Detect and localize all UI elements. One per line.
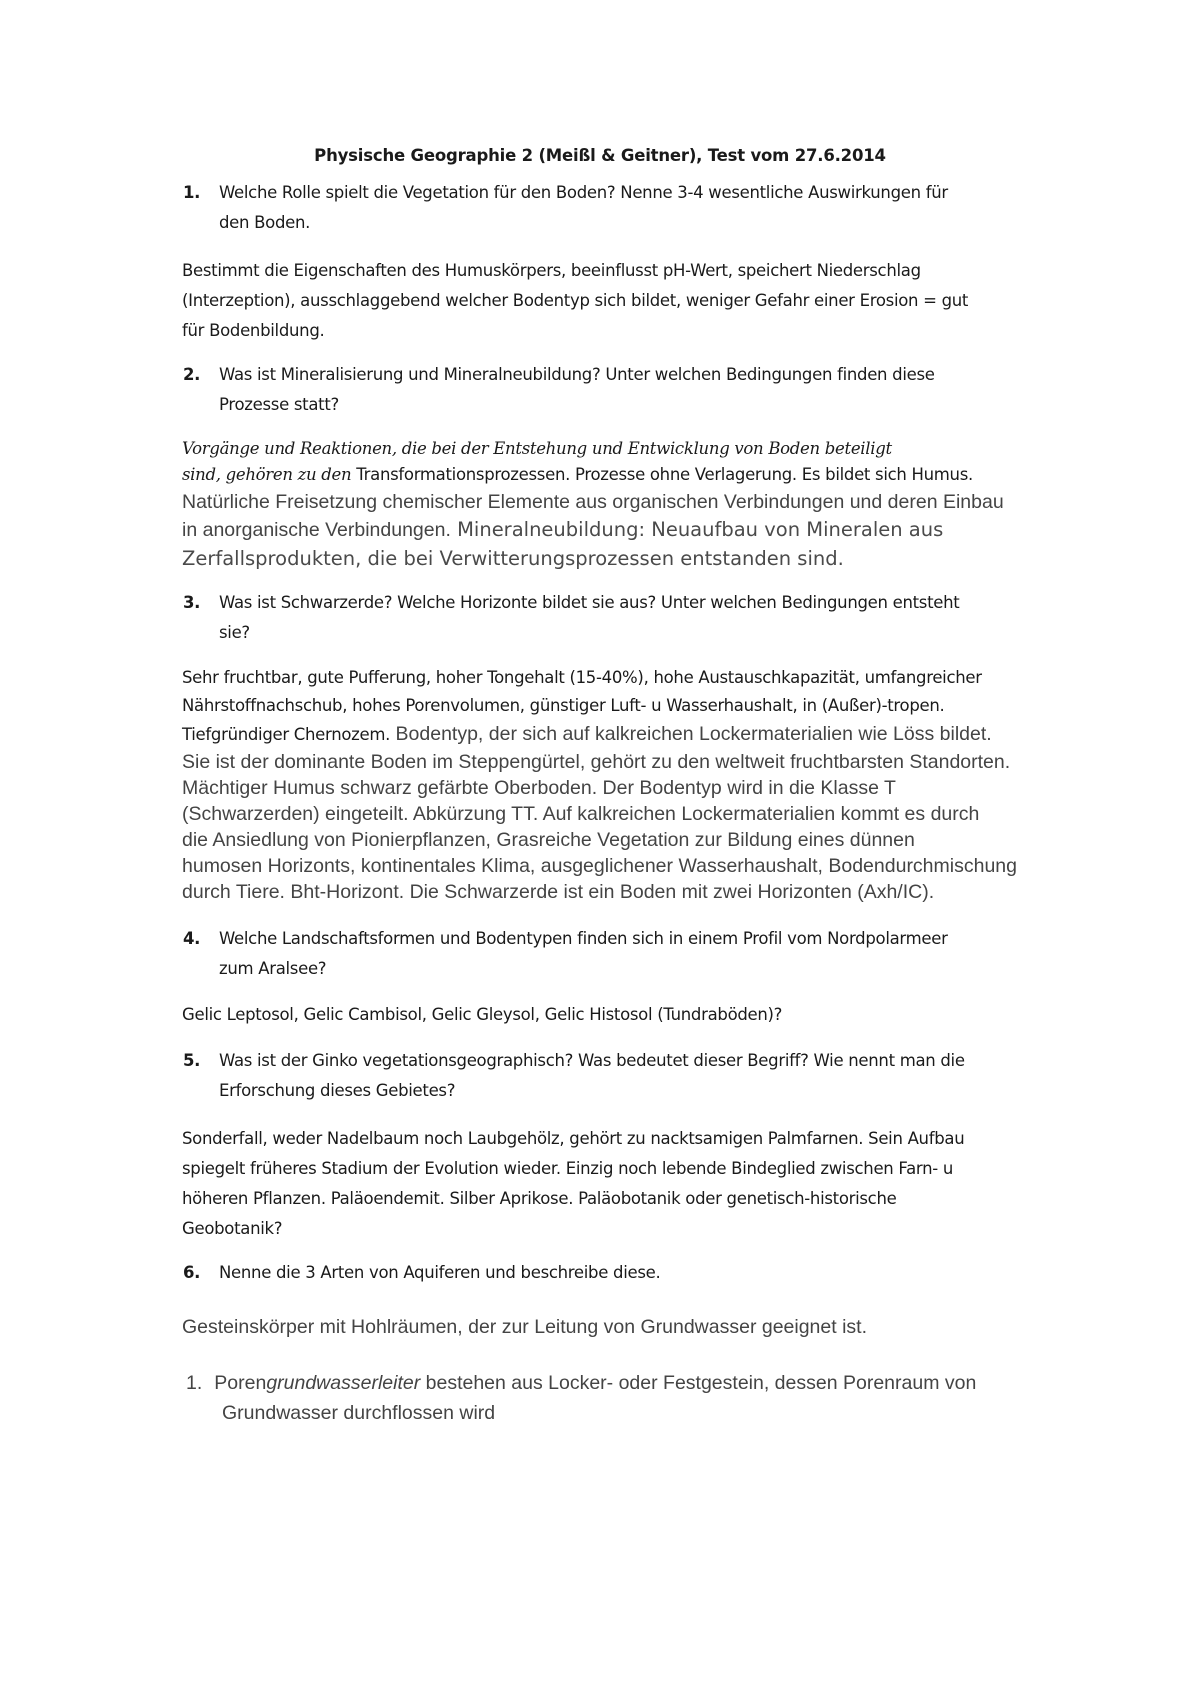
answer-line: Vorgänge und Reaktionen, die bei der Entstehung und Entwicklung von Boden beteiligt	[182, 439, 892, 458]
answer-line: Bestimmt die Eigenschaften des Humuskörpers, beeinflusst pH-Wert, speichert Niederschlag	[182, 261, 921, 280]
list-item	[186, 1368, 1086, 1398]
answer-intro: Gesteinskörper mit Hohlräumen, der zur Leitung von Grundwasser geeignet ist.	[182, 1316, 868, 1338]
aquifer-list	[186, 1368, 1086, 1428]
answer-line: humosen Horizonts, kontinentales Klima, ausgeglichener Wasserhaushalt, Bodendurchmischung	[182, 855, 1017, 877]
answer-3	[182, 664, 1082, 905]
list-item-number: 1.	[186, 1372, 203, 1394]
question-5	[183, 1046, 1063, 1106]
document-title: Physische Geographie 2 (Meißl & Geitner), Test vom 27.6.2014	[314, 146, 886, 165]
question-number: 5.	[183, 1051, 201, 1070]
answer-line: Sonderfall, weder Nadelbaum noch Laubgehölz, gehört zu nacktsamigen Palmfarnen. Sein Aufbau	[182, 1129, 965, 1148]
answer-5	[182, 1124, 1082, 1244]
answer-line: durch Tiere. Bht-Horizont. Die Schwarzerde ist ein Boden mit zwei Horizonten (Axh/IC).	[182, 881, 935, 903]
answer-segment: Bodentyp, der sich auf kalkreichen Lockermaterialien wie Löss bildet.	[390, 723, 992, 745]
answer-segment: Mineralneubildung: Neuaufbau von Mineralen aus	[450, 518, 944, 541]
answer-2	[182, 436, 1082, 573]
answer-4	[182, 1000, 1082, 1030]
answer-line: spiegelt früheres Stadium der Evolution wieder. Einzig noch lebende Bindeglied zwischen Farn- u	[182, 1159, 953, 1178]
answer-line: Nährstoffnachschub, hohes Porenvolumen, günstiger Luft- u Wasserhaushalt, in (Außer)-tropen.	[182, 696, 945, 715]
question-text-line: zum Aralsee?	[219, 959, 327, 978]
answer-line	[182, 516, 1082, 545]
list-item-italic-segment: grundwasserleiter	[266, 1372, 421, 1394]
question-4	[183, 924, 1063, 984]
answer-line: für Bodenbildung.	[182, 321, 325, 340]
answer-italic-segment: sind, gehören zu den	[182, 465, 352, 484]
list-item-segment: bestehen aus Locker- oder Festgestein, dessen Porenraum von	[420, 1372, 977, 1394]
answer-line: Natürliche Freisetzung chemischer Elemente aus organischen Verbindungen und deren Einbau	[182, 491, 1004, 513]
list-item-segment: Poren	[214, 1372, 267, 1394]
question-6	[183, 1258, 1063, 1288]
answer-6	[182, 1312, 1082, 1342]
question-text-line: Was ist Mineralisierung und Mineralneubildung? Unter welchen Bedingungen finden diese	[219, 365, 935, 384]
question-number: 2.	[183, 365, 201, 384]
answer-line	[182, 462, 1082, 488]
answer-1	[182, 256, 1082, 346]
question-text-line: Erforschung dieses Gebietes?	[219, 1081, 456, 1100]
question-text-line: Nenne die 3 Arten von Aquiferen und beschreibe diese.	[219, 1263, 661, 1282]
answer-segment: Tiefgründiger Chernozem.	[182, 725, 391, 744]
answer-segment: in anorganische Verbindungen.	[182, 519, 451, 541]
question-text-line: den Boden.	[219, 213, 311, 232]
question-2	[183, 360, 1063, 420]
question-3	[183, 588, 1063, 648]
question-number: 3.	[183, 593, 201, 612]
question-text-line: Prozesse statt?	[219, 395, 339, 414]
answer-line	[182, 720, 1082, 749]
answer-line: Gelic Leptosol, Gelic Cambisol, Gelic Gleysol, Gelic Histosol (Tundraböden)?	[182, 1005, 783, 1024]
answer-line: Sehr fruchtbar, gute Pufferung, hoher Tongehalt (15-40%), hohe Austauschkapazität, umfangreicher	[182, 668, 982, 687]
question-text-line: Was ist der Ginko vegetationsgeographisch? Was bedeutet dieser Begriff? Wie nennt man die	[219, 1051, 965, 1070]
answer-line: Geobotanik?	[182, 1219, 283, 1238]
answer-line: (Interzeption), ausschlaggebend welcher Bodentyp sich bildet, weniger Gefahr einer Erosion = gut	[182, 291, 969, 310]
question-text-line: Welche Rolle spielt die Vegetation für den Boden? Nenne 3-4 wesentliche Auswirkungen für	[219, 183, 948, 202]
question-number: 1.	[183, 183, 201, 202]
question-text-line: sie?	[219, 623, 250, 642]
question-1	[183, 178, 1063, 238]
answer-line: Mächtiger Humus schwarz gefärbte Oberboden. Der Bodentyp wird in die Klasse T	[182, 777, 896, 799]
question-number: 4.	[183, 929, 201, 948]
answer-line: Zerfallsprodukten, die bei Verwitterungsprozessen entstanden sind.	[182, 547, 844, 570]
answer-line: höheren Pflanzen. Paläoendemit. Silber Aprikose. Paläobotanik oder genetisch-historische	[182, 1189, 897, 1208]
answer-segment: Transformationsprozessen. Prozesse ohne Verlagerung. Es bildet sich Humus.	[351, 465, 973, 484]
list-item-continuation: Grundwasser durchflossen wird	[222, 1402, 496, 1424]
answer-line: (Schwarzerden) eingeteilt. Abkürzung TT. Auf kalkreichen Lockermaterialien kommt es durch	[182, 803, 980, 825]
answer-line: die Ansiedlung von Pionierpflanzen, Grasreiche Vegetation zur Bildung eines dünnen	[182, 829, 915, 851]
answer-line: Sie ist der dominante Boden im Steppengürtel, gehört zu den weltweit fruchtbarsten Standorten.	[182, 751, 1011, 773]
question-text-line: Was ist Schwarzerde? Welche Horizonte bildet sie aus? Unter welchen Bedingungen entsteht	[219, 593, 960, 612]
question-text-line: Welche Landschaftsformen und Bodentypen finden sich in einem Profil vom Nordpolarmeer	[219, 929, 948, 948]
question-number: 6.	[183, 1263, 201, 1282]
